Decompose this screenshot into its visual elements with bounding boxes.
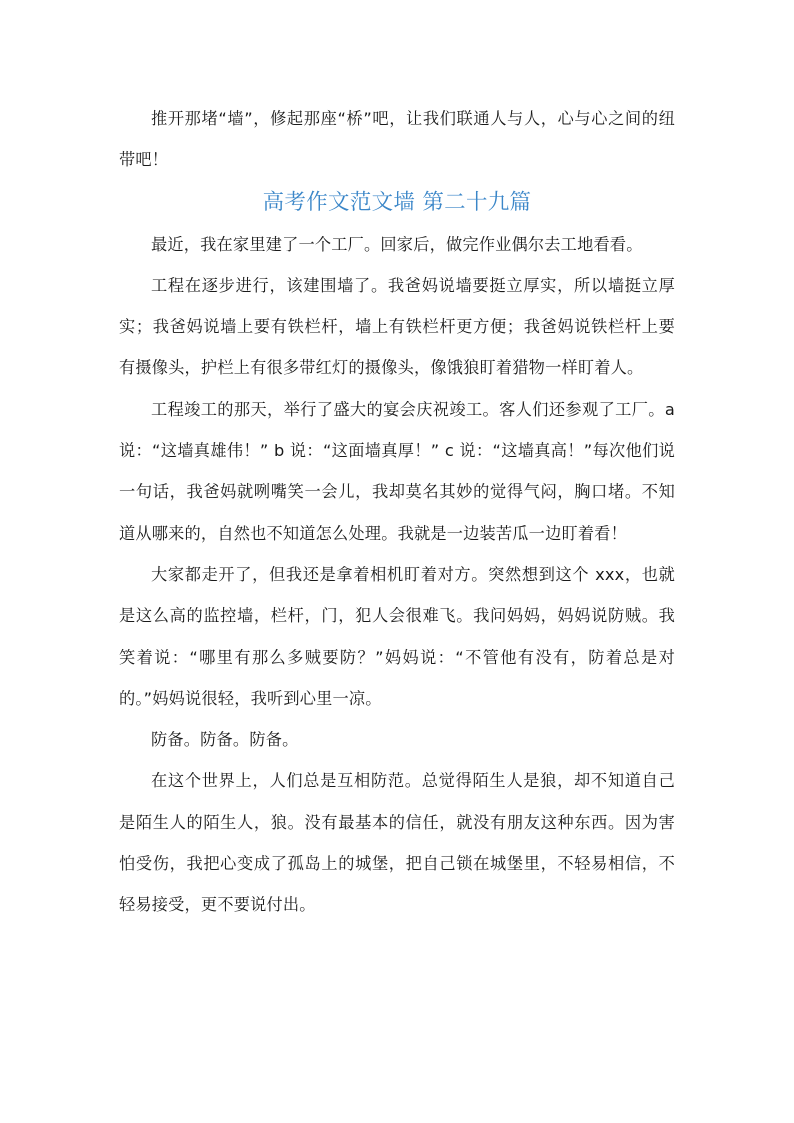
body-paragraph-2: 工程在逐步进行，该建围墙了。我爸妈说墙要挺立厚实，所以墙挺立厚实；我爸妈说墙上要有铁栏杆，墙上有铁栏杆更方便；我爸妈说铁栏杆上要有摄像头，护栏上有很多带红灯的摄像头，像饿狼盯着猎物一样盯着人。 [119,275,675,378]
document-page [119,98,675,926]
body-paragraph-5: 防备。防备。防备。 [151,730,299,750]
section-title: 高考作文范文墙 第二十九篇 [262,189,532,215]
body-paragraph-3: 工程竣工的那天，举行了盛大的宴会庆祝竣工。客人们还参观了工厂。a 说：“这墙真雄伟！” b 说：“这面墙真厚！” c 说：“这墙真高！”每次他们说一句话，我爸妈就咧嘴笑一会儿，我却莫名其妙的觉得气闷，胸口堵。不知道从哪来的，自然也不知道怎么处理。我就是一边装苦瓜一边盯着看！ [119,399,675,543]
body-paragraph-6: 在这个世界上，人们总是互相防范。总觉得陌生人是狼，却不知道自己是陌生人的陌生人，狼。没有最基本的信任，就没有朋友这种东西。因为害怕受伤，我把心变成了孤岛上的城堡，把自己锁在城堡里，不轻易相信，不轻易接受，更不要说付出。 [119,771,675,915]
intro-paragraph: 推开那堵“墙”，修起那座“桥”吧，让我们联通人与人，心与心之间的纽带吧！ [119,109,675,170]
body-paragraph-1: 最近，我在家里建了一个工厂。回家后，做完作业偶尔去工地看看。 [151,234,643,254]
body-paragraph-4: 大家都走开了，但我还是拿着相机盯着对方。突然想到这个 xxx，也就是这么高的监控墙，栏杆，门，犯人会很难飞。我问妈妈，妈妈说防贼。我笑着说：“哪里有那么多贼要防？”妈妈说：“不管他有没有，防着总是对的。”妈妈说很轻，我听到心里一凉。 [119,564,675,708]
